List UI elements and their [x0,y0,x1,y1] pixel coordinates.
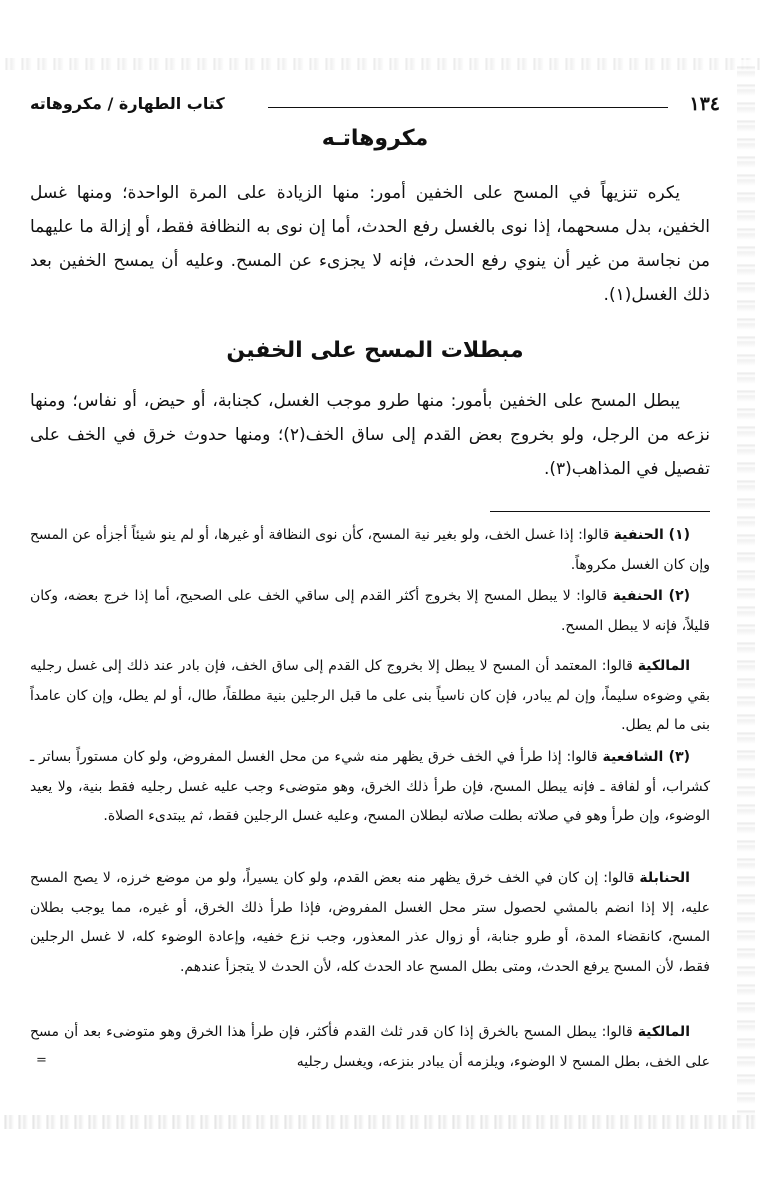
footnote-text: قالوا: يبطل المسح بالخرق إذا كان قدر ثلث القدم فأكثر، فإن طرأ هذا الخرق وهو متوضىء بعد أن مسح على الخف، بطل المسح لا الوضوء، ويلزمه أن يبادر بنزعه، ويغسل رجليه [30,1024,710,1070]
footnote-lead: (١) الحنفية [613,527,690,543]
footnote-separator [490,511,710,512]
footnote-lead: المالكية [637,658,690,674]
footnote-text: قالوا: إذا غسل الخف، ولو بغير نية المسح، كأن نوى النظافة أو غيرها، أو لم ينو شيئاً أجزأه عن المسح وإن كان الغسل مكروهاً. [30,527,710,573]
page-number: ١٣٤ [689,93,720,115]
scan-noise-top [0,58,760,70]
scan-noise-bottom [0,1115,760,1129]
footnote-text: قالوا: المعتمد أن المسح لا يبطل إلا بخروج كل القدم إلى ساق الخف، فإن بادر عند ذلك إلى غسل رجليه بقي وضوءه سليماً، وإن لم يبادر، فإن كان ناسياً بنى على ما قبل الرجلين بنية مطلقاً، طال، أو لم يطل، وإن كان عامداً بنى ما لم يطل. [30,658,710,733]
footnote-text: قالوا: إذا طرأ في الخف خرق يظهر منه شيء من محل الغسل المفروض، ولو كان مستوراً بساتر ـ كشراب، أو لفافة ـ فإنه يبطل المسح، فإن طرأ ذلك الخرق، وهو متوضىء وجب عليه غسل رجليه فقط بنية، ولا يعيد الوضوء، وإن طرأ وهو في صلاته بطلت صلاته لبطلان المسح، وعليه غسل الرجلين فقط، ثم يبتدىء الصلاة. [30,749,710,824]
footnote [30,582,710,641]
footnote [30,864,710,982]
footnote-lead: المالكية [637,1024,690,1040]
footnote-lead: (٣) الشافعية [602,749,691,765]
footnote-text: قالوا: لا يبطل المسح إلا بخروج أكثر القدم إلى ساقي الخف على الصحيح، أما إذا خرج بعضه، وكان قليلاً، فإنه لا يبطل المسح. [30,588,710,634]
footnote [30,1018,710,1077]
continuation-mark: = [36,1053,47,1068]
section-heading-makruhat: مكروهاتـه [321,126,429,151]
footnote-lead: الحنابلة [639,870,690,886]
scan-noise-right [737,60,755,1120]
footnote [30,652,710,741]
section-paragraph-makruhat: يكره تنزيهاً في المسح على الخفين أمور: منها الزيادة على المرة الواحدة؛ ومنها غسل الخفين، بدل مسحهما، إذا نوى بالغسل رفع الحدث، أما إن نوى به النظافة فقط، أو إزالة ما عليهما من نجاسة من غير أن ينوي رفع الحدث، فإنه لا يجزىء عن المسح. وعليه أن يمسح الخفين بعد ذلك الغسل(١). [30,183,710,305]
page-header [30,92,720,118]
section-heading-mubtilat: مبطلات المسح على الخفين [226,338,524,363]
footnote-text: قالوا: إن كان في الخف خرق يظهر منه بعض القدم، ولو كان يسيراً، ولو من موضع خرزه، لا يصح المسح عليه، إلا إذا انضم بالمشي لحصول ستر محل الغسل المفروض، فإذا طرأ ذلك الخرق، أو غيره، مما يوجب بطلان المسح، كانقضاء المدة، أو طرو جنابة، أو زوال عذر المعذور، وجب نزع خفيه، وإعادة الوضوء كله، لا غسل الرجلين فقط، لأن المسح يرفع الحدث، ومتى بطل المسح عاد الحدث كله، لأن الحدث لا يتجزأ عندهم. [30,870,710,975]
footnote [30,743,710,832]
footnote-lead: (٢) الحنفية [612,588,691,604]
header-rule [268,107,668,108]
running-title: كتاب الطهارة / مكروهاته [30,94,225,113]
footnote [30,521,710,580]
section-paragraph-mubtilat: يبطل المسح على الخفين بأمور: منها طرو موجب الغسل، كجنابة، أو حيض، أو نفاس؛ ومنها نزعه من الرجل، ولو بخروج بعض القدم إلى ساق الخف(٢)؛ ومنها حدوث خرق في الخف على تفصيل في المذاهب(٣). [30,391,710,479]
